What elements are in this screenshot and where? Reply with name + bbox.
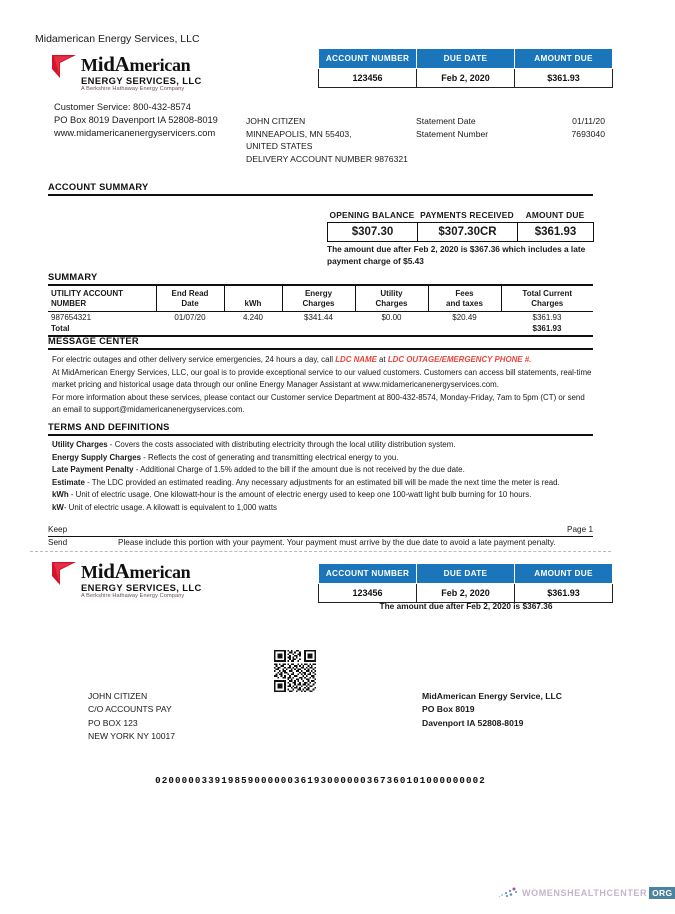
section-account-summary [48,182,593,196]
statement-number-label: Statement Number [416,128,489,139]
cell-utility-account-number: 987654321 [51,312,92,322]
value-amount-due: $361.93 [515,69,613,88]
logo-subtitle: ENERGY SERVICES, LLC [81,75,202,86]
statement-date-value: 01/11/20 [572,116,605,126]
late-note-line-2: payment charge of $5.43 [327,256,424,267]
logo-wordmark [81,53,202,93]
header-opening-balance: OPENING BALANCE [329,210,415,220]
term-text: - Covers the costs associated with distributing electricity through the local utility distribution system. [107,440,456,449]
term-label: kW [52,502,64,512]
cell-end-read-date: 01/07/20 [174,312,206,322]
bill-to-name: JOHN CITIZEN [246,116,306,126]
qr-code [274,650,316,692]
message-contact-paragraph: For more information about these services, please contact our Customer service Department at 800-432-8574, Monday-Friday, 7am to 5pm (CT) or send an email to support@midamericanenergyservices.com. [52,393,585,415]
table-row [328,223,594,242]
message-goal-paragraph: At MidAmerican Energy Services, LLC, our goal is to provide exceptional service to our valued customers. Customers can access bill statements, real-time market pricing and historical usage data through our online Energy Manager Assistant at www.midamericanenergyservices.com. [52,368,592,390]
logo-company-name: MidAmerican [81,52,191,76]
customer-service-block [54,101,218,141]
cell-total-current-charges: $361.93 [532,312,562,322]
cell-fees-taxes: $20.49 [452,312,477,322]
stub-account-header-table [318,563,613,603]
term-label: Late Payment Penalty [52,465,134,475]
remit-payee-name: MidAmerican Energy Service, LLC [422,691,562,701]
value-opening-balance: $307.30 [328,223,418,242]
header-account-number: ACCOUNT NUMBER [319,49,417,69]
header-summary-amount-due: AMOUNT DUE [525,210,585,220]
company-name-line: Midamerican Energy Services, LLC [35,33,200,45]
cell-utility-charges: $0.00 [381,312,402,322]
keep-row [48,525,593,537]
statement-date-label: Statement Date [416,116,476,126]
send-instructions: Please include this portion with your payment. Your payment must arrive by the due date to avoid a late payment penalty. [118,538,556,547]
outage-text-mid: at [376,355,388,364]
remit-customer-name: JOHN CITIZEN [88,691,148,701]
term-text: - Unit of electric usage. A kilowatt is equivalent to 1,000 watts [63,502,278,512]
stub-after-due-note: The amount due after Feb 2, 2020 is $367.36 [379,601,553,611]
logo-tagline: A Berkshire Hathaway Energy Company [81,592,185,599]
placeholder-ldc-name: LDC NAME [335,355,377,364]
remit-customer-street: PO BOX 123 [88,717,138,728]
term-item [52,439,592,451]
value-account-number: 123456 [319,69,417,88]
term-text: - The LDC provided an estimated reading. Any necessary adjustments for an estimated bill will be made the next time the meter is read. [84,477,560,487]
total-spacer-1 [156,323,224,336]
watermark-text: WOMENSHEALTHCENTER [522,888,648,898]
remit-payee-box: PO Box 8019 [422,704,475,715]
col-utility-charges: Utility Charges [355,285,428,311]
term-item [52,464,592,476]
term-label: Estimate [52,477,85,487]
section-summary [48,272,593,284]
placeholder-ldc-phone: LDC OUTAGE/EMERGENCY PHONE #. [387,355,532,364]
midamerican-logo-mark [52,53,78,80]
customer-service-website: www.midamericanenergyservicers.com [54,128,216,139]
watermark-dots-icon [498,886,520,900]
bill-to-city: MINNEAPOLIS, MN 55403, [246,128,352,139]
stub-value-due-date: Feb 2, 2020 [417,584,515,603]
value-payments-received: $307.30CR [418,223,518,242]
col-end-read-date: End Read Date [156,285,224,311]
stub-value-account-number: 123456 [319,584,417,603]
ocr-scanline: 02000003391985900000036193000000367360101000000002 [155,775,486,786]
logo-company-name: MidAmerican [81,559,191,583]
stub-header-account-number: ACCOUNT NUMBER [319,564,417,584]
section-terms [48,422,593,436]
bill-to-address [246,115,408,166]
page-number-label: Page 1 [567,525,593,534]
message-center-body [52,354,592,417]
message-outage-line [52,354,592,366]
logo-wordmark [81,560,202,600]
total-value: $361.93 [501,323,593,336]
terms-body [52,439,592,514]
logo-tagline: A Berkshire Hathaway Energy Company [81,85,185,92]
outage-text-pre: For electric outages and other delivery service emergencies, 24 hours a day, call [52,355,336,364]
term-text: - Unit of electric usage. One kilowatt-hour is the amount of electric energy used to keep one 100-watt light bulb burning for 10 hours. [68,490,532,500]
statement-number-value: 7693040 [571,128,605,139]
keep-label: Keep [48,525,68,534]
remit-payee-address [422,690,562,730]
stub-header-amount-due: AMOUNT DUE [515,564,613,584]
table-row [319,584,613,603]
logo-subtitle: ENERGY SERVICES, LLC [81,582,202,593]
term-text: - Additional Charge of 1.5% added to the bill if the amount due is not received by the due date. [133,465,465,475]
section-title-message-center: MESSAGE CENTER [48,336,139,346]
total-spacer-4 [355,323,428,336]
cell-energy-charges: $341.44 [304,312,333,322]
header-amount-due: AMOUNT DUE [515,49,613,69]
remit-customer-address [88,690,175,743]
send-label: Send [48,538,68,547]
section-title-account-summary: ACCOUNT SUMMARY [48,182,149,192]
header-payments-received: PAYMENTS RECEIVED [420,210,514,220]
statement-labels [416,115,488,140]
total-spacer-2 [224,323,282,336]
delivery-account-number: DELIVERY ACCOUNT NUMBER 9876321 [246,154,408,165]
remit-payee-city: Davenport IA 52808-8019 [422,717,524,728]
total-spacer-3 [282,323,355,336]
table-row [319,69,613,88]
term-label: Utility Charges [52,440,108,449]
midamerican-logo-mark [52,560,78,587]
summary-table [48,284,593,337]
term-label: Energy Supply Charges [52,452,142,462]
total-spacer-5 [428,323,501,336]
term-label: kWh [52,490,69,500]
term-item [52,452,592,464]
col-kwh: kWh [224,285,282,311]
table-row [48,311,593,323]
col-fees-taxes: Fees and taxes [428,285,501,311]
section-title-summary: SUMMARY [48,272,98,282]
late-payment-note [327,243,602,267]
bill-to-country: UNITED STATES [246,141,313,152]
col-utility-account-number: UTILITY ACCOUNT NUMBER [48,285,156,311]
late-note-line-1: The amount due after Feb 2, 2020 is $367.36 which includes a late [327,244,586,254]
customer-service-address: PO Box 8019 Davenport IA 52808-8019 [54,115,218,126]
account-summary-amounts-table [327,222,594,242]
statement-values [530,115,605,140]
term-item [52,489,592,501]
cell-kwh: 4.240 [242,312,264,322]
value-summary-amount-due: $361.93 [518,223,594,242]
remit-customer-city: NEW YORK NY 10017 [88,730,176,741]
col-total-current-charges: Total Current Charges [501,285,593,311]
total-label: Total [48,323,156,336]
table-header-row [319,49,613,69]
section-message-center [48,336,593,350]
stub-header-due-date: DUE DATE [417,564,515,584]
tear-line-divider [30,551,611,552]
section-title-terms: TERMS AND DEFINITIONS [48,422,170,432]
watermark-logo [498,886,675,900]
watermark-badge: ORG [649,887,675,899]
stub-value-amount-due: $361.93 [515,584,613,603]
header-due-date: DUE DATE [417,49,515,69]
table-header-row [319,564,613,584]
value-due-date: Feb 2, 2020 [417,69,515,88]
account-summary-headers [327,210,593,220]
customer-service-phone: Customer Service: 800-432-8574 [54,102,191,112]
table-header-row [48,285,593,311]
col-energy-charges: Energy Charges [282,285,355,311]
term-item [52,502,592,514]
brand-logo-header [52,53,202,93]
send-row [48,538,593,547]
table-total-row [48,323,593,336]
brand-logo-stub [52,560,202,600]
term-item [52,477,592,489]
remit-customer-attn: C/O ACCOUNTS PAY [88,704,172,715]
term-text: - Reflects the cost of generating and transmitting electrical energy to you. [141,452,399,462]
account-header-table [318,48,613,88]
